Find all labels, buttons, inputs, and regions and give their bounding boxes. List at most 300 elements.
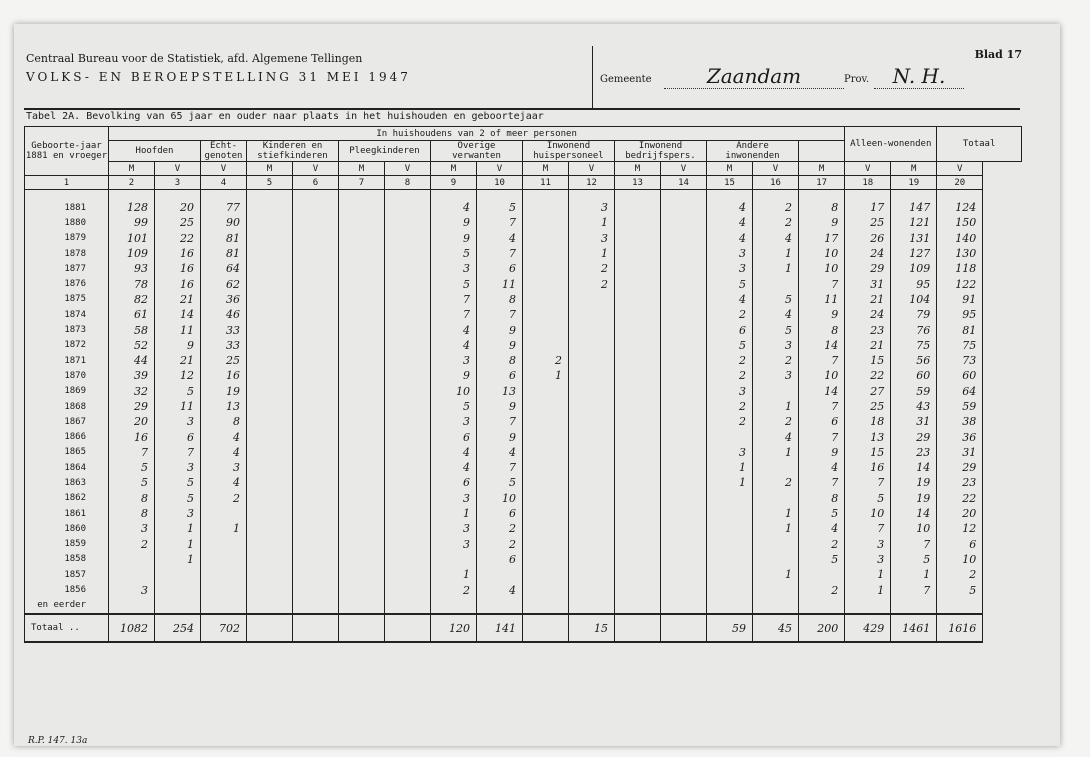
total-cell: 1082 — [109, 614, 155, 642]
column-number: 15 — [707, 176, 753, 190]
value-cell — [615, 399, 661, 414]
column-number: 19 — [891, 176, 937, 190]
value-cell: 5 — [707, 338, 753, 353]
header-totaal: Totaal — [937, 127, 1022, 162]
value-cell: 4 — [477, 445, 523, 460]
sex-label: V — [661, 162, 707, 176]
value-cell: 3 — [707, 384, 753, 399]
value-cell: 25 — [155, 215, 201, 230]
table-row — [25, 200, 1022, 215]
value-cell: 16 — [201, 368, 247, 383]
value-cell — [569, 460, 615, 475]
value-cell: 31 — [891, 414, 937, 429]
header-huispersoneel: Inwonend huispersoneel — [523, 141, 615, 162]
census-form-sheet — [14, 24, 1060, 746]
value-cell: 109 — [109, 246, 155, 261]
column-number: 6 — [293, 176, 339, 190]
value-cell — [247, 460, 293, 475]
value-cell — [569, 368, 615, 383]
value-cell — [569, 491, 615, 506]
value-cell — [247, 552, 293, 567]
value-cell: 7 — [477, 460, 523, 475]
value-cell — [201, 567, 247, 582]
value-cell: 27 — [845, 384, 891, 399]
birth-year-cell: 1856 — [25, 582, 109, 597]
value-cell — [339, 246, 385, 261]
value-cell — [615, 368, 661, 383]
value-cell — [569, 399, 615, 414]
value-cell: 3 — [707, 246, 753, 261]
value-cell: 4 — [201, 445, 247, 460]
value-cell: 18 — [845, 414, 891, 429]
header-hoofden: Hoofden — [109, 141, 201, 162]
value-cell: 5 — [891, 552, 937, 567]
value-cell: 2 — [707, 368, 753, 383]
birth-year-cell: 1866 — [25, 429, 109, 444]
value-cell: 5 — [477, 200, 523, 215]
birth-year-cell: 1867 — [25, 414, 109, 429]
value-cell: 6 — [799, 414, 845, 429]
value-cell: 79 — [891, 307, 937, 322]
sex-label: M — [431, 162, 477, 176]
value-cell — [247, 368, 293, 383]
value-cell — [385, 582, 431, 597]
table-row — [25, 307, 1022, 322]
value-cell: 3 — [845, 552, 891, 567]
value-cell: 7 — [845, 521, 891, 536]
value-cell — [247, 598, 293, 614]
value-cell — [523, 261, 569, 276]
table-row — [25, 537, 1022, 552]
value-cell — [523, 276, 569, 291]
value-cell — [615, 292, 661, 307]
value-cell: 147 — [891, 200, 937, 215]
value-cell — [247, 338, 293, 353]
value-cell — [569, 552, 615, 567]
value-cell: 1 — [569, 215, 615, 230]
column-number: 7 — [339, 176, 385, 190]
value-cell — [339, 276, 385, 291]
table-title: Tabel 2A. Bevolking van 65 jaar en ouder naar plaats in het huishouden en geboortejaar — [26, 111, 544, 122]
value-cell: 2 — [707, 307, 753, 322]
value-cell — [293, 399, 339, 414]
value-cell: 59 — [891, 384, 937, 399]
value-cell — [385, 567, 431, 582]
value-cell — [707, 537, 753, 552]
value-cell — [247, 414, 293, 429]
value-cell: 75 — [937, 338, 983, 353]
value-cell — [293, 475, 339, 490]
value-cell: 4 — [201, 475, 247, 490]
value-cell — [339, 368, 385, 383]
column-number: 20 — [937, 176, 983, 190]
value-cell — [661, 475, 707, 490]
birth-year-cell: 1868 — [25, 399, 109, 414]
value-cell: 4 — [201, 429, 247, 444]
value-cell — [385, 276, 431, 291]
value-cell: 4 — [707, 231, 753, 246]
value-cell — [661, 460, 707, 475]
value-cell: 15 — [845, 445, 891, 460]
value-cell: 2 — [753, 414, 799, 429]
value-cell — [615, 200, 661, 215]
value-cell — [523, 399, 569, 414]
value-cell: 6 — [477, 506, 523, 521]
value-cell — [339, 567, 385, 582]
value-cell: 4 — [707, 292, 753, 307]
sex-label: M — [891, 162, 937, 176]
value-cell — [109, 567, 155, 582]
header-pleegkinderen: Pleegkinderen — [339, 141, 431, 162]
value-cell — [293, 429, 339, 444]
total-cell — [247, 614, 293, 642]
value-cell — [523, 582, 569, 597]
value-cell: 3 — [431, 414, 477, 429]
table-row — [25, 429, 1022, 444]
value-cell: 2 — [569, 261, 615, 276]
value-cell — [247, 537, 293, 552]
value-cell — [109, 598, 155, 614]
value-cell — [385, 261, 431, 276]
value-cell: 8 — [109, 491, 155, 506]
column-number: 3 — [155, 176, 201, 190]
value-cell: 1 — [155, 552, 201, 567]
value-cell — [293, 567, 339, 582]
table-row — [25, 322, 1022, 337]
value-cell — [201, 552, 247, 567]
value-cell: 17 — [845, 200, 891, 215]
value-cell: 1 — [707, 460, 753, 475]
value-cell: 1 — [753, 261, 799, 276]
value-cell — [247, 276, 293, 291]
value-cell: 1 — [891, 567, 937, 582]
value-cell: 2 — [201, 491, 247, 506]
value-cell: 4 — [431, 460, 477, 475]
value-cell — [661, 567, 707, 582]
value-cell — [661, 246, 707, 261]
value-cell — [661, 307, 707, 322]
value-cell — [247, 215, 293, 230]
value-cell — [477, 567, 523, 582]
header-andere-inwonenden: Andere inwonenden — [707, 141, 799, 162]
value-cell — [523, 598, 569, 614]
value-cell: 9 — [155, 338, 201, 353]
value-cell — [569, 582, 615, 597]
value-cell: 2 — [477, 521, 523, 536]
value-cell: 6 — [707, 322, 753, 337]
sex-label: M — [339, 162, 385, 176]
value-cell — [707, 567, 753, 582]
value-cell — [293, 292, 339, 307]
value-cell: 12 — [155, 368, 201, 383]
value-cell — [155, 567, 201, 582]
value-cell — [569, 353, 615, 368]
value-cell — [339, 292, 385, 307]
column-number: 14 — [661, 176, 707, 190]
value-cell — [293, 246, 339, 261]
total-cell — [385, 614, 431, 642]
value-cell: 24 — [845, 307, 891, 322]
value-cell: 3 — [155, 460, 201, 475]
value-cell: 4 — [753, 429, 799, 444]
value-cell — [247, 231, 293, 246]
table-row — [25, 231, 1022, 246]
province-label: Prov. — [844, 74, 870, 85]
value-cell — [661, 200, 707, 215]
value-cell: 10 — [799, 261, 845, 276]
value-cell: 5 — [155, 384, 201, 399]
total-cell — [661, 614, 707, 642]
value-cell — [615, 491, 661, 506]
value-cell — [201, 582, 247, 597]
value-cell: 9 — [431, 231, 477, 246]
birth-year-cell: 1864 — [25, 460, 109, 475]
value-cell: 7 — [845, 475, 891, 490]
value-cell: 1 — [201, 521, 247, 536]
value-cell: 31 — [937, 445, 983, 460]
value-cell — [385, 292, 431, 307]
table-row — [25, 414, 1022, 429]
value-cell: 3 — [431, 491, 477, 506]
value-cell: 5 — [799, 552, 845, 567]
value-cell — [661, 414, 707, 429]
total-cell — [523, 614, 569, 642]
value-cell: 122 — [937, 276, 983, 291]
header-divider — [592, 46, 593, 108]
value-cell — [247, 582, 293, 597]
value-cell: 23 — [845, 322, 891, 337]
value-cell — [523, 246, 569, 261]
birth-year-cell: 1877 — [25, 261, 109, 276]
value-cell: 20 — [155, 200, 201, 215]
value-cell: 75 — [891, 338, 937, 353]
value-cell: 2 — [753, 215, 799, 230]
value-cell — [293, 353, 339, 368]
value-cell — [615, 582, 661, 597]
value-cell — [247, 200, 293, 215]
value-cell: 3 — [431, 537, 477, 552]
value-cell — [385, 429, 431, 444]
birth-year-cell: 1857 — [25, 567, 109, 582]
value-cell — [799, 598, 845, 614]
value-cell: 4 — [799, 460, 845, 475]
value-cell: 2 — [707, 399, 753, 414]
sex-label: V — [293, 162, 339, 176]
value-cell — [339, 552, 385, 567]
value-cell — [615, 246, 661, 261]
column-number: 12 — [569, 176, 615, 190]
value-cell — [293, 261, 339, 276]
value-cell: 1 — [845, 567, 891, 582]
value-cell — [753, 582, 799, 597]
value-cell: 9 — [799, 307, 845, 322]
value-cell: 62 — [201, 276, 247, 291]
form-code: R.P. 147. 13a — [28, 736, 88, 746]
total-cell: 45 — [753, 614, 799, 642]
value-cell: 32 — [109, 384, 155, 399]
header-bedrijfspers: Inwonend bedrijfspers. — [615, 141, 707, 162]
value-cell — [753, 276, 799, 291]
table-row — [25, 460, 1022, 475]
table-row — [25, 276, 1022, 291]
value-cell: 7 — [799, 399, 845, 414]
value-cell — [293, 368, 339, 383]
value-cell: 2 — [431, 582, 477, 597]
value-cell — [293, 460, 339, 475]
value-cell — [155, 598, 201, 614]
value-cell: 10 — [799, 246, 845, 261]
value-cell — [891, 598, 937, 614]
value-cell — [661, 445, 707, 460]
value-cell: 1 — [707, 475, 753, 490]
value-cell: 104 — [891, 292, 937, 307]
value-cell: 12 — [937, 521, 983, 536]
value-cell: 13 — [477, 384, 523, 399]
total-cell: 59 — [707, 614, 753, 642]
value-cell: 2 — [109, 537, 155, 552]
value-cell — [523, 521, 569, 536]
birth-year-cell: 1876 — [25, 276, 109, 291]
value-cell: 64 — [201, 261, 247, 276]
value-cell — [385, 246, 431, 261]
birth-year-cell: 1880 — [25, 215, 109, 230]
table-row — [25, 292, 1022, 307]
value-cell — [523, 322, 569, 337]
value-cell: 8 — [799, 200, 845, 215]
value-cell — [661, 537, 707, 552]
value-cell — [385, 491, 431, 506]
birth-year-cell: 1879 — [25, 231, 109, 246]
value-cell — [385, 384, 431, 399]
column-number: 1 — [25, 176, 109, 190]
value-cell — [385, 414, 431, 429]
value-cell: 16 — [155, 261, 201, 276]
value-cell — [753, 491, 799, 506]
value-cell: 56 — [891, 353, 937, 368]
value-cell — [753, 598, 799, 614]
value-cell: 5 — [155, 475, 201, 490]
value-cell: 10 — [937, 552, 983, 567]
value-cell: 19 — [201, 384, 247, 399]
value-cell: 24 — [845, 246, 891, 261]
value-cell: 15 — [845, 353, 891, 368]
value-cell — [293, 231, 339, 246]
table-row — [25, 338, 1022, 353]
value-cell: 10 — [891, 521, 937, 536]
value-cell: 3 — [431, 261, 477, 276]
table-row — [25, 368, 1022, 383]
value-cell — [293, 338, 339, 353]
value-cell: 5 — [845, 491, 891, 506]
value-cell: 21 — [155, 292, 201, 307]
header-echtgenoten: Echt-genoten — [201, 141, 247, 162]
value-cell — [523, 552, 569, 567]
value-cell: 6 — [477, 368, 523, 383]
column-number: 2 — [109, 176, 155, 190]
value-cell: 91 — [937, 292, 983, 307]
value-cell — [753, 384, 799, 399]
value-cell: 9 — [431, 368, 477, 383]
table-row — [25, 506, 1022, 521]
value-cell: 3 — [201, 460, 247, 475]
column-number: 4 — [201, 176, 247, 190]
value-cell — [615, 521, 661, 536]
value-cell — [569, 567, 615, 582]
value-cell: 5 — [109, 475, 155, 490]
value-cell — [339, 261, 385, 276]
birth-year-cell: 1871 — [25, 353, 109, 368]
value-cell — [293, 414, 339, 429]
value-cell: 3 — [431, 353, 477, 368]
value-cell — [615, 215, 661, 230]
value-cell — [155, 582, 201, 597]
value-cell — [339, 307, 385, 322]
value-cell: 21 — [845, 338, 891, 353]
province-value: N. H. — [874, 64, 964, 89]
sex-label: M — [615, 162, 661, 176]
value-cell — [523, 307, 569, 322]
birth-year-cell: 1869 — [25, 384, 109, 399]
value-cell: 3 — [109, 582, 155, 597]
value-cell: 5 — [937, 582, 983, 597]
value-cell: 99 — [109, 215, 155, 230]
value-cell — [385, 338, 431, 353]
value-cell — [661, 429, 707, 444]
value-cell — [293, 537, 339, 552]
value-cell — [385, 460, 431, 475]
value-cell: 9 — [799, 445, 845, 460]
value-cell — [523, 215, 569, 230]
value-cell: 7 — [799, 475, 845, 490]
value-cell: 7 — [891, 582, 937, 597]
value-cell — [569, 475, 615, 490]
value-cell: 6 — [431, 429, 477, 444]
value-cell: 31 — [845, 276, 891, 291]
value-cell: 29 — [845, 261, 891, 276]
value-cell: 13 — [845, 429, 891, 444]
column-number: 18 — [845, 176, 891, 190]
total-cell — [339, 614, 385, 642]
value-cell: 3 — [753, 368, 799, 383]
value-cell — [293, 307, 339, 322]
value-cell — [293, 506, 339, 521]
value-cell: 19 — [891, 475, 937, 490]
value-cell — [247, 307, 293, 322]
value-cell: 16 — [155, 276, 201, 291]
sex-label: V — [753, 162, 799, 176]
table-row — [25, 246, 1022, 261]
value-cell: 1 — [523, 368, 569, 383]
value-cell: 2 — [937, 567, 983, 582]
value-cell — [615, 506, 661, 521]
value-cell — [201, 598, 247, 614]
value-cell — [661, 598, 707, 614]
value-cell: 2 — [799, 582, 845, 597]
total-cell: 702 — [201, 614, 247, 642]
value-cell — [385, 200, 431, 215]
value-cell — [615, 261, 661, 276]
sex-label: V — [569, 162, 615, 176]
value-cell — [109, 552, 155, 567]
value-cell — [523, 567, 569, 582]
value-cell: 4 — [477, 582, 523, 597]
population-table — [24, 126, 1022, 643]
value-cell — [661, 338, 707, 353]
value-cell — [385, 552, 431, 567]
total-cell: 1461 — [891, 614, 937, 642]
value-cell: 1 — [155, 537, 201, 552]
value-cell: 7 — [799, 353, 845, 368]
